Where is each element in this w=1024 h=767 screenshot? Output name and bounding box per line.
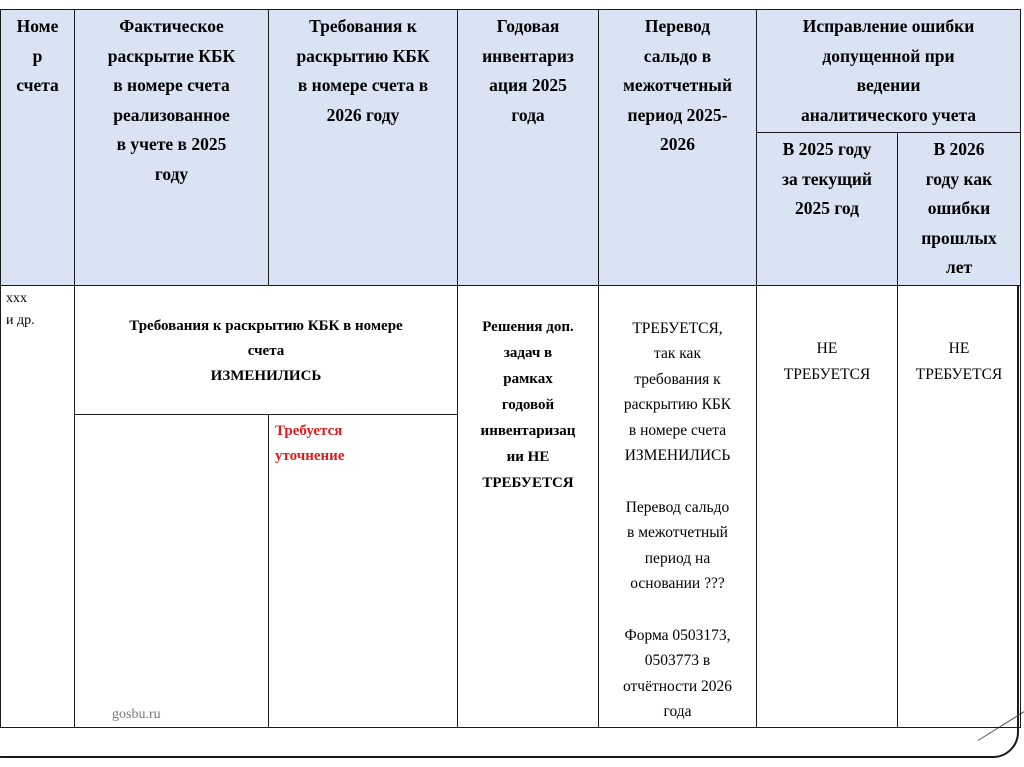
source-label: gosbu.ru <box>112 707 161 722</box>
cell-requirements-changed <box>75 285 458 414</box>
text-line: ИЗМЕНИЛИСЬ <box>210 367 322 384</box>
text-line: НЕ <box>948 339 970 357</box>
text-line: 2025 год <box>795 198 859 218</box>
cell-account <box>1 285 75 727</box>
header-actual <box>75 10 269 286</box>
text-line: В 2025 году <box>782 139 872 159</box>
text-line: ии НЕ <box>506 448 550 465</box>
text-line: в номере счета <box>628 421 727 439</box>
header-transfer <box>599 10 757 286</box>
text-line: Перевод <box>644 16 711 36</box>
text-line: так как <box>654 345 701 362</box>
text-line: года <box>663 703 692 720</box>
text-line: году <box>154 163 189 184</box>
text-line: основании ??? <box>630 575 725 592</box>
header-inventory <box>458 10 599 286</box>
text-line: счета <box>247 342 285 359</box>
text-line: ТРЕБУЕТСЯ <box>915 365 1003 383</box>
text-line: раскрытию КБК <box>623 396 732 413</box>
text-line: раскрытию КБК <box>296 45 430 66</box>
text-line: прошлых <box>921 227 997 248</box>
text-line: и др. <box>6 312 35 328</box>
text-line: инвентариз <box>482 45 574 66</box>
text-line: года <box>511 104 545 125</box>
text-line: Перевод сальдо <box>625 498 730 516</box>
text-line: ТРЕБУЕТСЯ, <box>632 319 723 337</box>
text-line: Требования к <box>309 16 417 36</box>
text-line: раскрытие КБК <box>107 45 236 66</box>
text-line: Номе <box>16 16 59 36</box>
text-line: Исправление ошибки <box>802 16 975 36</box>
cell-empty <box>75 414 269 727</box>
text-line: Форма 0503173, <box>624 626 731 644</box>
header-account <box>1 10 75 286</box>
text-line: инвентаризац <box>480 422 576 439</box>
text-line: ошибки <box>927 198 991 218</box>
transfer-basis-text <box>601 495 754 597</box>
text-line: лет <box>945 257 973 277</box>
cell-inventory-decision <box>458 285 599 727</box>
text-line: реализованное <box>113 104 230 125</box>
text-line: 0503773 в <box>644 652 711 669</box>
text-line: межотчетный <box>622 75 733 95</box>
text-line: в номере счета <box>113 75 230 95</box>
text-line: 2026 году <box>326 104 400 125</box>
text-line: ТРЕБУЕТСЯ <box>482 474 574 491</box>
text-line: ация 2025 <box>489 75 567 95</box>
text-line: ИЗМЕНИЛИСЬ <box>624 447 731 464</box>
text-line: р <box>32 45 43 66</box>
header-correction-2026 <box>898 133 1021 286</box>
text-line: НЕ <box>816 339 838 357</box>
text-line: ведении <box>856 75 921 95</box>
text-line: Требуется <box>275 422 343 439</box>
transfer-form-text <box>601 623 754 725</box>
text-line: Годовая <box>496 16 560 36</box>
text-line: сальдо в <box>643 45 712 66</box>
text-line: 2026 <box>660 134 695 154</box>
kbk-table <box>0 9 1021 728</box>
text-line: отчётности 2026 <box>622 677 733 695</box>
cell-correction-2025 <box>757 285 898 727</box>
text-line: ТРЕБУЕТСЯ <box>783 365 871 383</box>
cell-clarification <box>269 414 458 727</box>
text-line: в учете в 2025 <box>116 134 227 154</box>
text-line: период 2025- <box>627 104 728 125</box>
text-line: аналитического учета <box>800 104 977 125</box>
text-line: задач в <box>503 344 553 361</box>
header-correction <box>757 10 1021 133</box>
text-line: ххх <box>6 290 27 306</box>
text-line: годовой <box>501 396 555 413</box>
text-line: период на <box>644 549 711 567</box>
text-line: году как <box>925 168 993 189</box>
text-line: Требования к раскрытию КБК в номере <box>129 317 403 334</box>
text-line: уточнение <box>275 447 345 464</box>
cell-correction-2026 <box>898 285 1021 727</box>
text-line: в межотчетный <box>627 524 728 541</box>
text-line: В 2026 <box>933 139 985 159</box>
text-line: в номере счета в <box>297 75 429 95</box>
text-line: счета <box>16 75 59 95</box>
text-line: допущенной при <box>822 45 955 66</box>
header-correction-2025 <box>757 133 898 286</box>
text-line: Фактическое <box>119 16 224 36</box>
text-line: за текущий <box>781 168 873 189</box>
header-requirements <box>269 10 458 286</box>
text-line: рамках <box>503 370 553 387</box>
transfer-required-text <box>601 316 754 469</box>
cell-transfer <box>599 285 757 727</box>
text-line: Решения доп. <box>482 318 574 335</box>
text-line: требования к <box>634 370 721 388</box>
